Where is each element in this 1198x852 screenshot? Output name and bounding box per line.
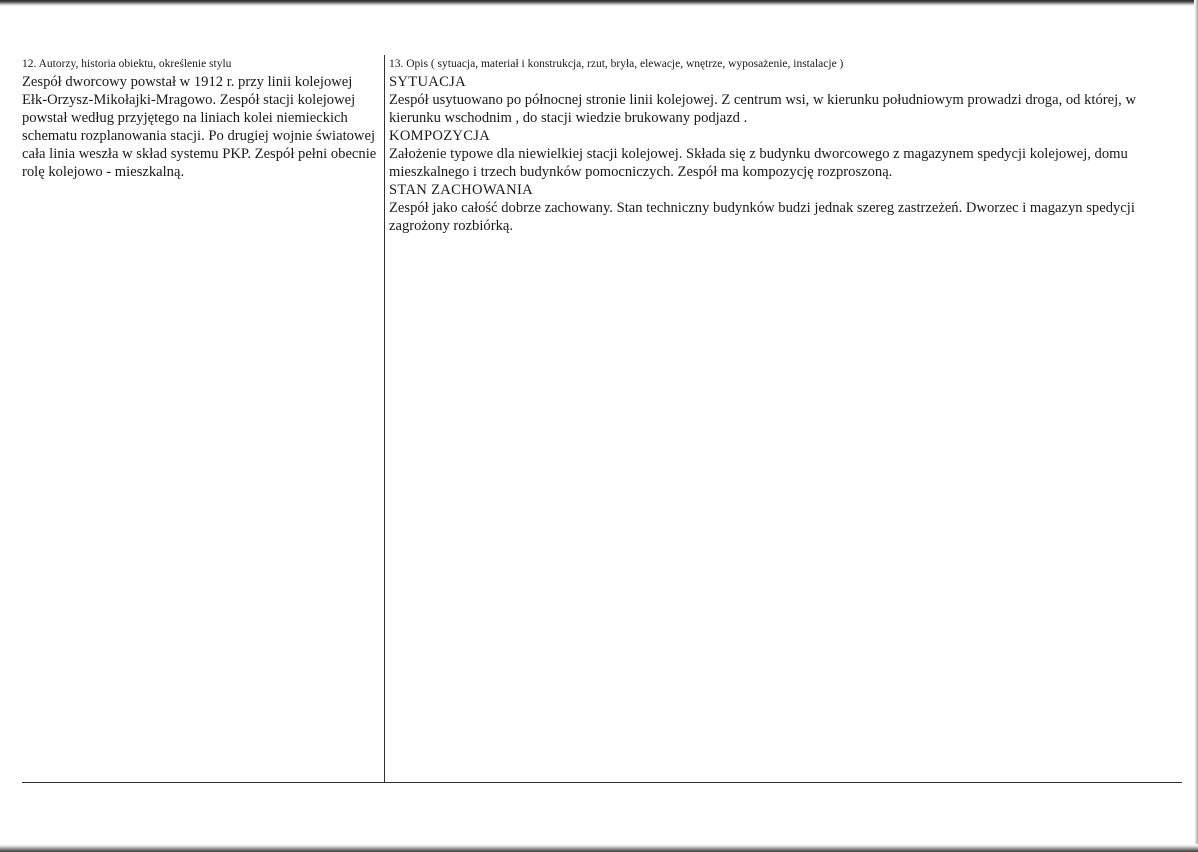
scan-edge-right bbox=[1194, 0, 1198, 852]
bottom-rule bbox=[22, 782, 1182, 783]
scan-edge-top bbox=[0, 0, 1198, 6]
column-divider bbox=[384, 55, 385, 782]
section-heading-stan-zachowania: STAN ZACHOWANIA bbox=[389, 182, 533, 198]
field-12-label: 12. Autorzy, historia obiektu, określenie stylu bbox=[22, 58, 232, 70]
field-12-text: Zespół dworcowy powstał w 1912 r. przy linii kolejowej Ełk-Orzysz-Mikołajki-Mragowo. Zespół stacji kolejowej powstał według przyjętego na liniach kolei niemieckich schematu rozplanowania stacji. Po drugiej wojnie światowej cała linia weszła w skład systemu PKP. Zespół pełni obecnie rolę kolejowo - mieszkalną. bbox=[22, 74, 377, 180]
section-text-stan-zachowania: Zespół jako całość dobrze zachowany. Stan techniczny budynków budzi jednak szereg zastrzeżeń. Dworzec i magazyn spedycji zagrożony rozbiórką. bbox=[389, 200, 1135, 234]
field-13-label: 13. Opis ( sytuacja, materiał i konstrukcja, rzut, bryła, elewacje, wnętrze, wyposażenie, instalacje ) bbox=[389, 58, 844, 70]
section-text-kompozycja: Założenie typowe dla niewielkiej stacji kolejowej. Składa się z budynku dworcowego z magazynem spedycji kolejowej, domu mieszkalnego i trzech budynków pomocniczych. Zespół ma kompozycję rozproszoną. bbox=[389, 146, 1128, 180]
section-text-sytuacja: Zespół usytuowano po północnej stronie linii kolejowej. Z centrum wsi, w kierunku południowym prowadzi droga, od której, w kierunku wschodnim , do stacji wiedzie brukowany podjazd . bbox=[389, 92, 1136, 126]
field-13-description bbox=[389, 58, 1179, 235]
section-heading-sytuacja: SYTUACJA bbox=[389, 74, 467, 90]
field-12-history bbox=[22, 58, 378, 181]
scan-edge-bottom bbox=[0, 844, 1198, 852]
section-heading-kompozycja: KOMPOZYCJA bbox=[389, 128, 491, 144]
